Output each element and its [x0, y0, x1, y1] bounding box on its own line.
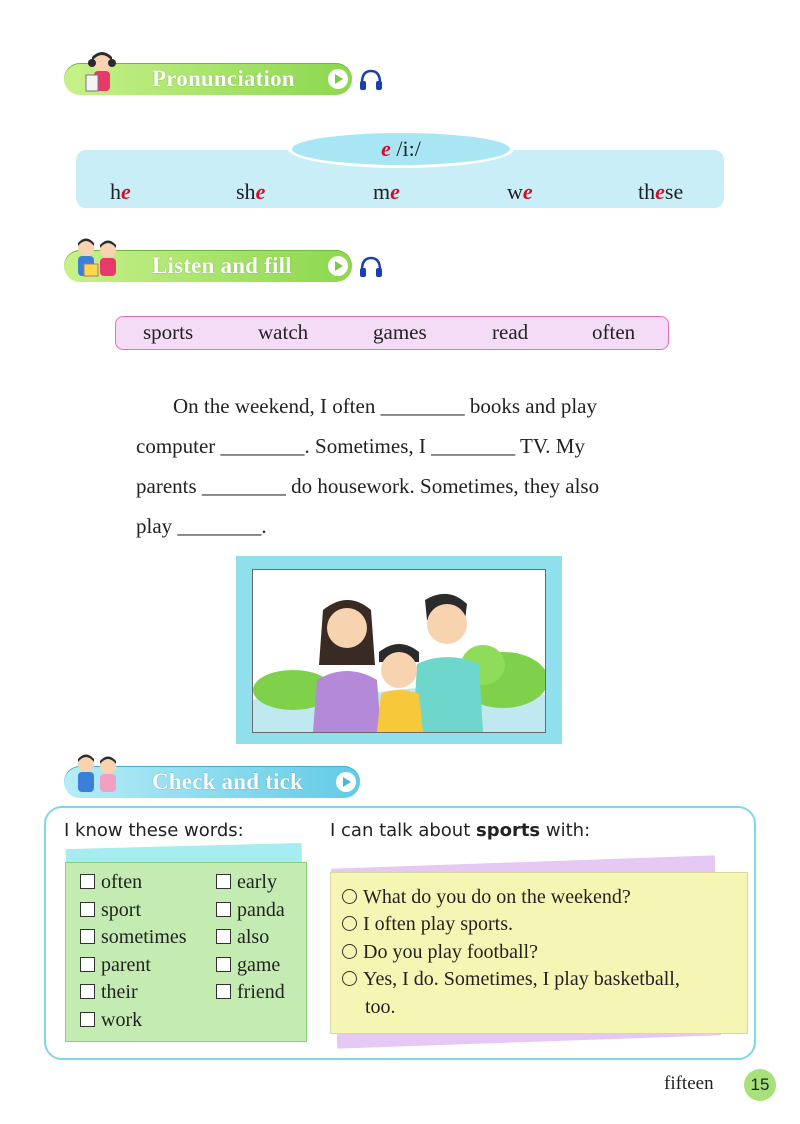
pron-word-these: these [638, 179, 684, 204]
checkbox-also[interactable]: also [216, 926, 269, 949]
sentence-3[interactable]: Do you play football? [342, 941, 538, 964]
page-number-badge: 15 [744, 1069, 776, 1101]
play-arrow-icon[interactable] [328, 69, 348, 89]
bank-word-sports: sports [143, 320, 194, 344]
kids-waving-icon [64, 752, 126, 798]
talk-heading: I can talk about sports with: [330, 820, 591, 841]
radio-circle[interactable] [342, 916, 357, 931]
radio-circle[interactable] [342, 971, 357, 986]
pronunciation-title: Pronunciation [152, 66, 295, 91]
sentence-4-continued: too. [365, 996, 396, 1018]
pron-word-he: he [110, 179, 131, 204]
checkbox-square[interactable] [216, 929, 231, 944]
bank-word-games: games [373, 320, 427, 344]
girl-reading-icon [64, 49, 126, 95]
checkbox-square[interactable] [216, 902, 231, 917]
sentence-1[interactable]: What do you do on the weekend? [342, 886, 631, 909]
pron-word-me: me [373, 179, 400, 204]
page-word: fifteen [664, 1073, 714, 1094]
pronunciation-banner [64, 63, 352, 95]
listen-title: Listen and fill [152, 253, 292, 278]
checkbox-square[interactable] [216, 957, 231, 972]
play-arrow-icon[interactable] [336, 772, 356, 792]
pron-word-we: we [507, 179, 533, 204]
radio-circle[interactable] [342, 889, 357, 904]
bank-word-read: read [492, 320, 529, 344]
checkbox-square[interactable] [80, 984, 95, 999]
family-picture [252, 569, 546, 733]
checkbox-square[interactable] [80, 874, 95, 889]
listen-banner [64, 250, 352, 282]
headphones-icon[interactable] [358, 254, 384, 280]
checkbox-their[interactable]: their [80, 981, 138, 1004]
checkbox-square[interactable] [80, 1012, 95, 1027]
play-arrow-icon[interactable] [328, 256, 348, 276]
check-title: Check and tick [152, 769, 304, 794]
checkbox-square[interactable] [80, 929, 95, 944]
sentence-4[interactable]: Yes, I do. Sometimes, I play basketball, [342, 968, 680, 991]
checkbox-sometimes[interactable]: sometimes [80, 926, 187, 949]
checkbox-panda[interactable]: panda [216, 899, 285, 922]
checkbox-friend[interactable]: friend [216, 981, 285, 1004]
checkbox-parent[interactable]: parent [80, 954, 151, 977]
words-heading: I know these words: [64, 820, 244, 841]
bank-word-often: often [592, 320, 636, 344]
kids-reading-icon [64, 236, 126, 282]
paragraph-line-2: computer ________. Sometimes, I ________ TV. My [136, 434, 585, 458]
pron-word-she: she [236, 179, 266, 204]
paragraph-line-3: parents ________ do housework. Sometimes, they also [136, 474, 600, 498]
sentence-2[interactable]: I often play sports. [342, 913, 513, 936]
checkbox-often[interactable]: often [80, 871, 142, 894]
checkbox-game[interactable]: game [216, 954, 280, 977]
paragraph-line-1: On the weekend, I often ________ books and play [173, 394, 597, 418]
checkbox-square[interactable] [80, 957, 95, 972]
headphones-icon[interactable] [358, 67, 384, 93]
checkbox-early[interactable]: early [216, 871, 277, 894]
checkbox-square[interactable] [216, 874, 231, 889]
checkbox-square[interactable] [80, 902, 95, 917]
bank-word-watch: watch [258, 320, 309, 344]
paragraph-line-4: play ________. [136, 514, 267, 538]
sound-label: e /i:/ [292, 133, 510, 165]
checkbox-work[interactable]: work [80, 1009, 142, 1032]
checkbox-sport[interactable]: sport [80, 899, 141, 922]
checkbox-square[interactable] [216, 984, 231, 999]
radio-circle[interactable] [342, 944, 357, 959]
family-illustration [253, 570, 545, 732]
check-banner [64, 766, 360, 798]
